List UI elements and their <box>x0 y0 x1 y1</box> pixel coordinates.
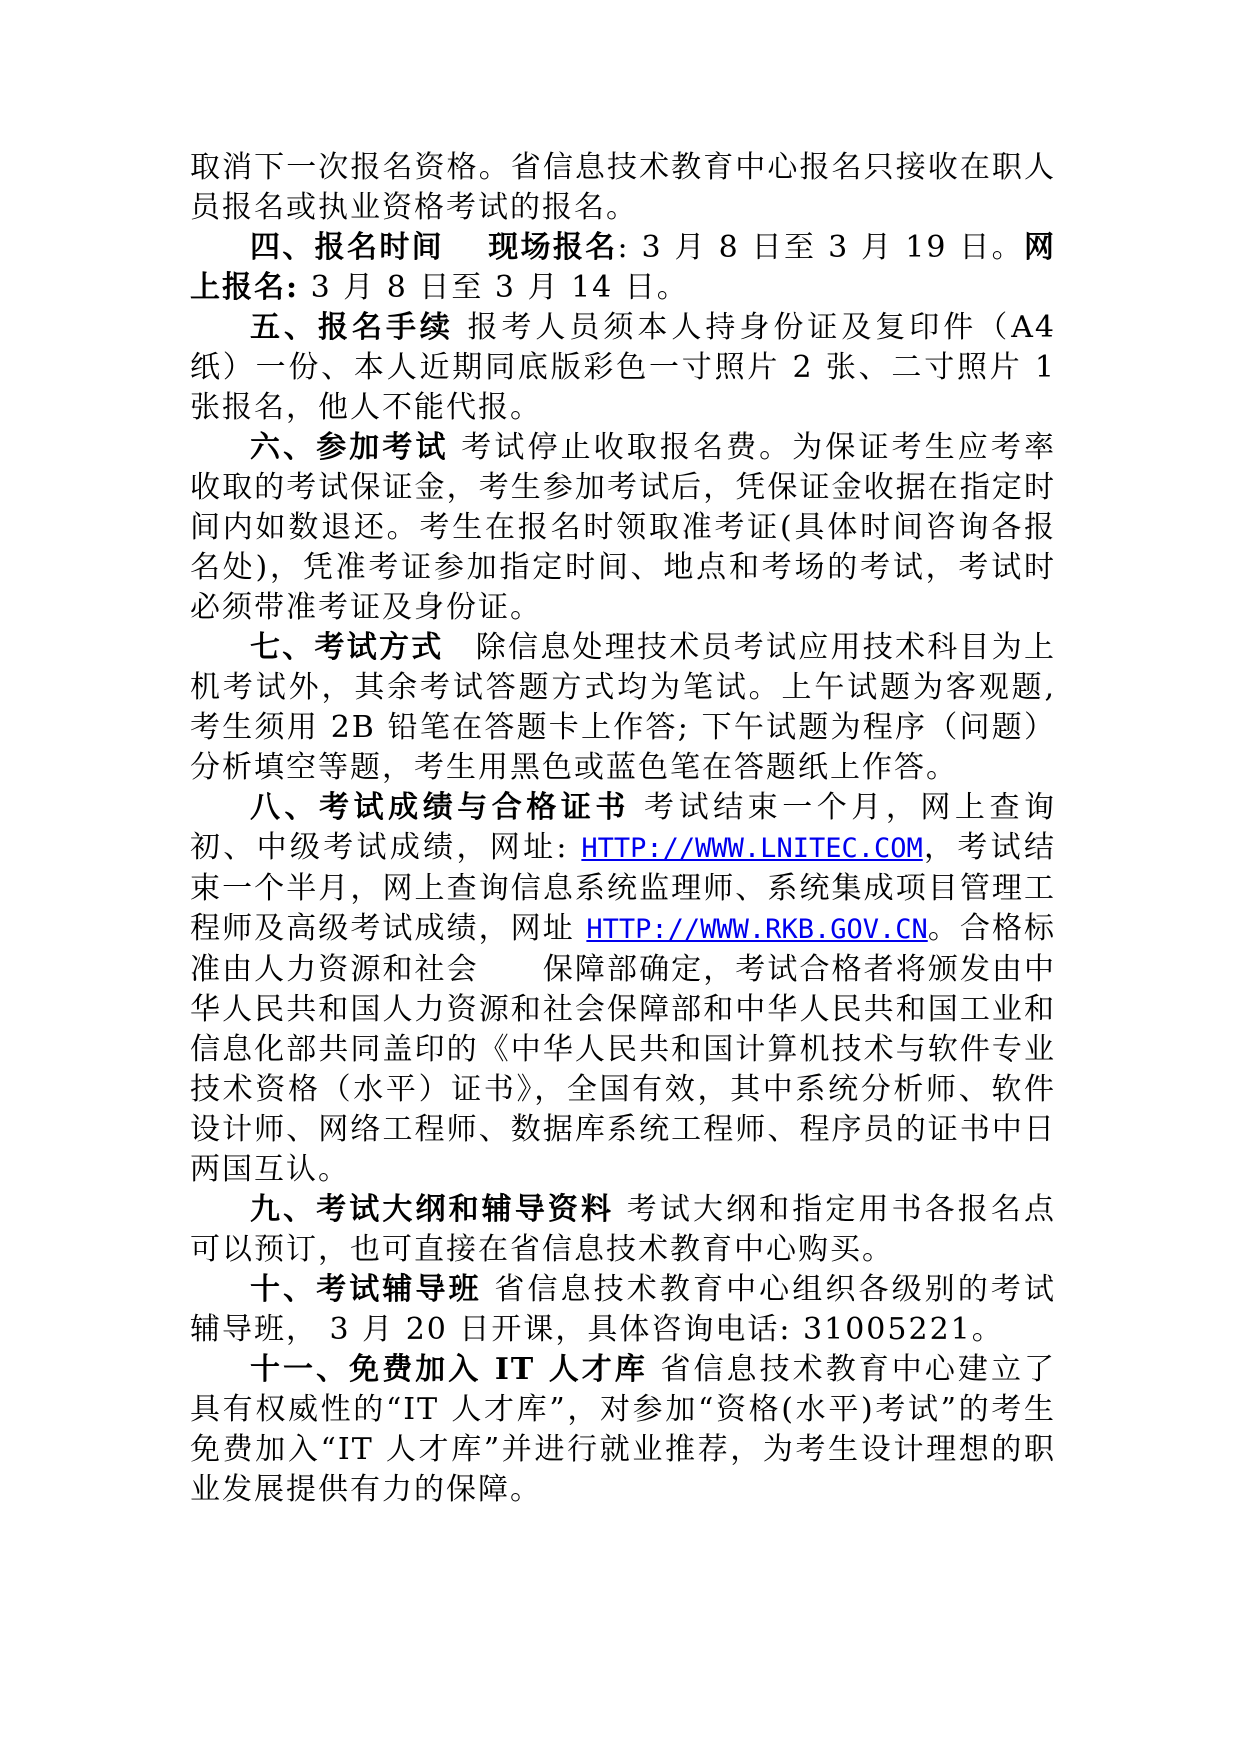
section-heading: 十、考试辅导班 <box>250 1272 482 1307</box>
online-registration-label: 网上报名: <box>190 230 1056 305</box>
section-text: 除信息处理技术员考试应用技术科目为上机考试外，其余考试答题方式均为笔试。上午试题为客观题,考生须用 2B 铅笔在答题卡上作答; 下午试题为程序（问题）分析填空等题，考生用黑色或蓝色笔在答题纸上作答。 <box>190 630 1056 785</box>
section-tutoring <box>190 1270 1056 1350</box>
section-registration-time <box>190 228 1056 308</box>
section-results-certificate <box>190 788 1056 1190</box>
lnitec-link[interactable]: HTTP://WWW.LNITEC.COM <box>581 833 923 864</box>
section-text: 考试停止收取报名费。为保证考生应考率收取的考试保证金，考生参加考试后，凭保证金收据在指定时间内如数退还。考生在报名时领取准考证(具体时间咨询各报名处)，凭准考证参加指定时间、地点和考场的考试，考试时必须带准考证及身份证。 <box>190 430 1057 625</box>
section-text: 报考人员须本人持身份证及复印件（A4 纸）一份、本人近期同底版彩色一寸照片 2 张、二寸照片 1 张报名，他人不能代报。 <box>190 310 1057 425</box>
section-syllabus <box>190 1190 1056 1270</box>
section-text: 考试大纲和指定用书各报名点可以预订，也可直接在省信息技术教育中心购买。 <box>190 1192 1056 1267</box>
onsite-registration-dates: : 3 月 8 日至 3 月 19 日。 <box>617 230 1024 265</box>
online-registration-dates: 3 月 8 日至 3 月 14 日。 <box>299 270 689 305</box>
rkb-link[interactable]: HTTP://WWW.RKB.GOV.CN <box>586 914 928 945</box>
intro-paragraph <box>190 148 1056 228</box>
section-exam-method <box>190 628 1056 788</box>
section-heading: 七、考试方式 <box>250 630 444 665</box>
intro-text: 取消下一次报名资格。省信息技术教育中心报名只接收在职人员报名或执业资格考试的报名。 <box>190 150 1056 225</box>
section-heading: 四、报名时间 <box>250 230 444 265</box>
section-attend-exam <box>190 428 1056 628</box>
document-body <box>190 148 1056 1510</box>
section-talent-pool <box>190 1350 1056 1510</box>
onsite-registration-label: 现场报名 <box>488 230 618 265</box>
section-text: ，考试结束一个半月，网上查询信息系统监理师、系统集成项目管理工程师及高级考试成绩，网址 <box>190 830 1056 946</box>
section-text: 。合格标准由人力资源和社会 保障部确定，考试合格者将颁发由中华人民共和国人力资源和社会保障部和中华人民共和国工业和信息化部共同盖印的《中华人民共和国计算机技术与软件专业技术资格（水平）证书》，全国有效，其中系统分析师、软件设计师、网络工程师、数据库系统工程师、程序员的证书中日两国互认。 <box>190 911 1057 1187</box>
section-heading: 九、考试大纲和辅导资料 <box>250 1192 615 1227</box>
section-heading: 十一、免费加入 IT 人才库 <box>250 1352 648 1387</box>
section-text: 省信息技术教育中心建立了具有权威性的“IT 人才库”，对参加“资格(水平)考试”的考生免费加入“IT 人才库”并进行就业推荐，为考生设计理想的职业发展提供有力的保障。 <box>190 1352 1056 1507</box>
section-heading: 五、报名手续 <box>250 310 454 345</box>
section-heading: 六、参加考试 <box>250 430 449 465</box>
section-registration-procedure <box>190 308 1056 428</box>
section-text: 省信息技术教育中心组织各级别的考试辅导班， 3 月 20 日开课，具体咨询电话: 31005221。 <box>190 1272 1056 1347</box>
section-heading: 八、考试成绩与合格证书 <box>250 790 630 825</box>
section-text: 考试结束一个月，网上查询初、中级考试成绩，网址: <box>190 790 1057 865</box>
